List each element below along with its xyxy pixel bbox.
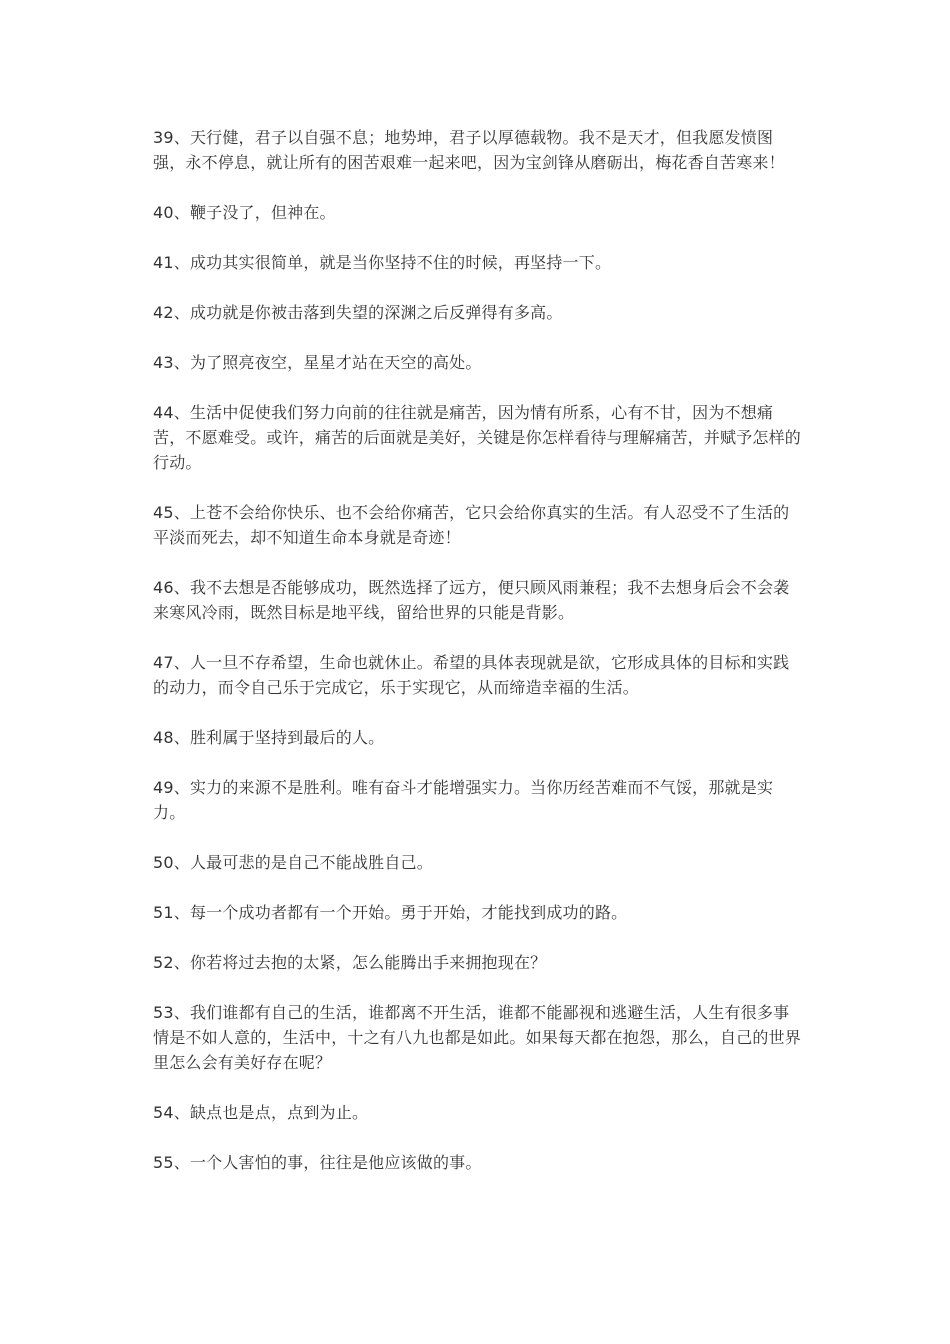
quote-54: 54、缺点也是点，点到为止。: [153, 1103, 369, 1122]
quote-52: 52、你若将过去抱的太紧，怎么能腾出手来拥抱现在？: [153, 953, 547, 972]
quote-39: 39、天行健，君子以自强不息；地势坤，君子以厚德载物。我不是天才，但我愿发愤图强，永不停息，就让所有的困苦艰难一起来吧，因为宝剑锋从磨砺出，梅花香自苦寒来！: [153, 128, 785, 172]
quote-42: 42、成功就是你被击落到失望的深渊之后反弹得有多高。: [153, 303, 563, 322]
quote-47: 47、人一旦不存希望，生命也就休止。希望的具体表现就是欲，它形成具体的目标和实践的动力，而令自己乐于完成它，乐于实现它，从而缔造幸福的生活。: [153, 653, 790, 697]
quote-49: 49、实力的来源不是胜利。唯有奋斗才能增强实力。当你历经苦难而不气馁，那就是实力。: [153, 778, 774, 822]
quote-55: 55、一个人害怕的事，往往是他应该做的事。: [153, 1153, 482, 1172]
quote-44: 44、生活中促使我们努力向前的往往就是痛苦，因为情有所系，心有不甘，因为不想痛苦，不愿难受。或许，痛苦的后面就是美好，关键是你怎样看待与理解痛苦，并赋予怎样的行动。: [153, 403, 802, 472]
quote-53: 53、我们谁都有自己的生活，谁都离不开生活，谁都不能鄙视和逃避生活，人生有很多事情是不如人意的，生活中，十之有八九也都是如此。如果每天都在抱怨，那么，自己的世界里怎么会有美好存在呢？: [153, 1003, 802, 1072]
quote-41: 41、成功其实很简单，就是当你坚持不住的时候，再坚持一下。: [153, 253, 612, 272]
quote-40: 40、鞭子没了，但神在。: [153, 203, 336, 222]
quote-51: 51、每一个成功者都有一个开始。勇于开始，才能找到成功的路。: [153, 903, 628, 922]
quote-50: 50、人最可悲的是自己不能战胜自己。: [153, 853, 433, 872]
quote-48: 48、胜利属于坚持到最后的人。: [153, 728, 385, 747]
quote-43: 43、为了照亮夜空，星星才站在天空的高处。: [153, 353, 482, 372]
quote-46: 46、我不去想是否能够成功，既然选择了远方，便只顾风雨兼程；我不去想身后会不会袭来寒风冷雨，既然目标是地平线，留给世界的只能是背影。: [153, 578, 790, 622]
quote-45: 45、上苍不会给你快乐、也不会给你痛苦，它只会给你真实的生活。有人忍受不了生活的平淡而死去，却不知道生命本身就是奇迹！: [153, 503, 790, 547]
document-body: [153, 125, 805, 1200]
